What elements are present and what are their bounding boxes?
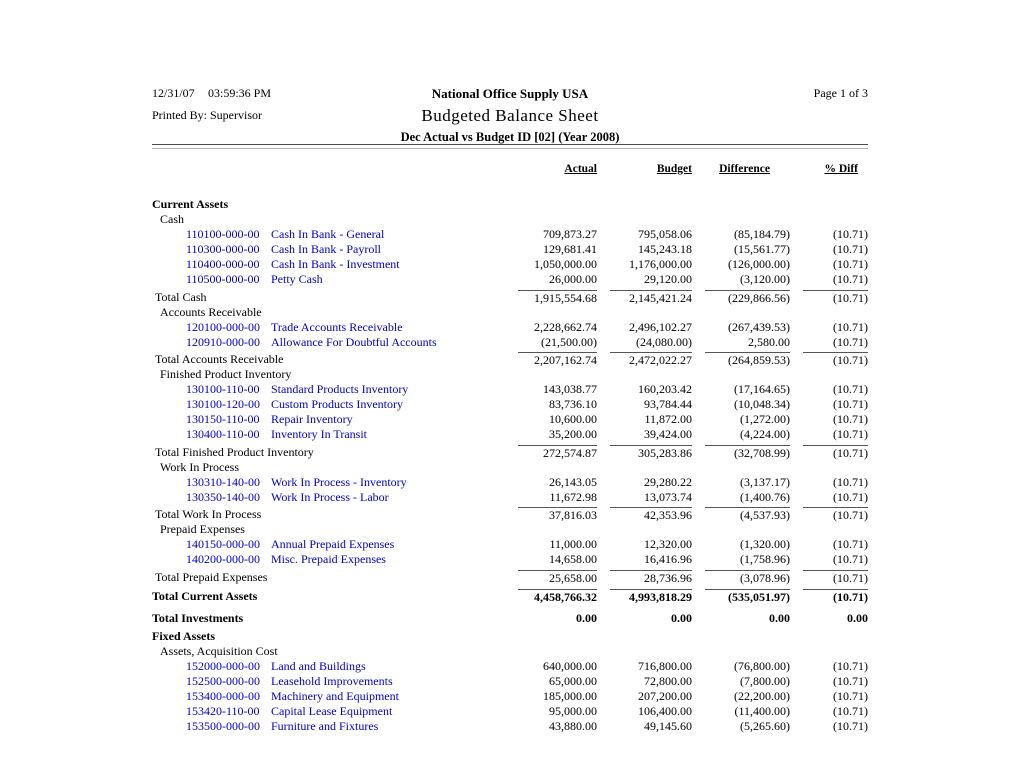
difference-value [692,305,790,320]
budget-value [597,197,692,212]
account-row [152,719,868,734]
account-number-link[interactable]: 120100-000-00 [186,319,260,334]
difference-value: (32,708.99) [705,445,790,461]
budget-value: (24,080.00) [636,334,692,349]
pct-diff-value: (10.71) [833,489,868,504]
account-name-link[interactable]: Land and Buildings [271,658,366,673]
account-label [152,674,505,689]
account-label [152,257,505,272]
budget-value: 39,424.00 [644,427,692,441]
account-name-link[interactable]: Allowance For Doubtful Accounts [271,334,437,349]
difference-value: (10,048.34) [734,397,790,411]
account-number-link[interactable]: 130350-140-00 [186,489,260,504]
actual-value [505,522,597,537]
total-label: Total Finished Product Inventory [155,444,314,459]
pct-diff-value: (10.71) [833,412,868,426]
sub-row [152,305,868,320]
account-name-link[interactable]: Trade Accounts Receivable [271,319,403,334]
difference-value: (22,200.00) [734,688,790,703]
grand-label: Total Investments [152,610,244,625]
budget-value: 145,243.18 [638,242,692,256]
actual-value: 0.00 [576,610,597,625]
header-divider [152,144,868,149]
report-date: 12/31/07 [152,86,195,100]
account-number-link[interactable]: 130100-110-00 [186,382,260,396]
column-header-actual: Actual [564,163,597,175]
report-title: Budgeted Balance Sheet [421,106,599,125]
budget-value: 1,176,000.00 [629,257,692,271]
actual-value: 95,000.00 [549,703,597,718]
actual-value: 35,200.00 [549,427,597,441]
account-number-link[interactable]: 130150-110-00 [186,412,260,426]
pct-diff-value: (10.71) [833,397,868,411]
total-label: Total Cash [155,289,207,304]
account-row [152,397,868,412]
column-header-difference: Difference [719,163,770,175]
difference-value: (126,000.00) [728,257,790,271]
pct-diff-value [790,522,868,537]
budget-value [597,644,692,659]
grand-row [152,611,868,626]
budget-value: 160,203.42 [638,382,692,396]
difference-value: (3,078.96) [705,570,790,586]
pct-diff-value: 0.00 [847,610,868,625]
budget-value [597,460,692,475]
difference-value [692,644,790,659]
report-rows [152,197,868,734]
difference-value: (1,320.00) [740,537,790,551]
actual-value: 185,000.00 [543,688,597,703]
account-number-link[interactable]: 130400-110-00 [186,427,260,441]
account-number-link[interactable]: 152500-000-00 [186,673,260,688]
difference-value: (229,866.56) [705,290,790,306]
actual-value: 10,600.00 [549,412,597,426]
actual-value: 65,000.00 [549,673,597,688]
budget-value: 28,736.96 [610,570,692,586]
pct-diff-value [790,629,868,644]
account-row [152,537,868,552]
pct-diff-value [790,212,868,227]
pct-diff-value: (10.71) [833,272,868,286]
account-label [152,412,505,427]
account-name-link[interactable]: Furniture and Fixtures [271,718,379,733]
actual-value: 143,038.77 [543,382,597,396]
printed-by: Printed By: Supervisor [152,108,262,122]
account-name-link[interactable]: Repair Inventory [271,412,353,426]
budget-value: 2,496,102.27 [629,319,692,334]
grand-label: Total Current Assets [152,588,258,603]
account-name-link[interactable]: Machinery and Equipment [271,688,399,703]
account-number-link[interactable]: 130100-120-00 [186,397,260,411]
budget-value: 207,200.00 [638,688,692,703]
sub-label: Accounts Receivable [160,304,262,319]
total-row [152,352,868,367]
pct-diff-value: (10.71) [833,688,868,703]
sub-label: Work In Process [160,459,240,474]
pct-diff-value: (10.71) [803,570,868,586]
pct-diff-value: (10.71) [833,537,868,551]
actual-value: 4,458,766.32 [518,589,597,605]
account-number-link[interactable]: 153500-000-00 [186,718,260,733]
actual-value: 1,050,000.00 [534,257,597,271]
pct-diff-value: (10.71) [833,319,868,334]
total-row [152,507,868,522]
pct-diff-value: (10.71) [833,257,868,271]
actual-value: 129,681.41 [543,242,597,256]
actual-value: (21,500.00) [541,334,597,349]
budget-value: 16,416.96 [644,552,692,566]
company-name: National Office Supply USA [431,86,589,101]
total-row [152,290,868,305]
difference-value: (264,859.53) [705,352,790,368]
report-time: 03:59:36 PM [208,86,272,100]
budget-value: 12,320.00 [644,537,692,551]
account-label [152,272,505,287]
budget-value [597,629,692,644]
account-number-link[interactable]: 153420-110-00 [186,703,260,718]
budget-value: 0.00 [671,610,692,625]
account-label [152,335,505,350]
actual-value: 11,000.00 [549,537,597,551]
budget-value: 42,353.96 [610,507,692,523]
report-header-line1 [152,86,868,106]
account-name-link[interactable]: Annual Prepaid Expenses [271,537,395,551]
account-name-link[interactable]: Work In Process - Labor [271,489,389,504]
account-row [152,335,868,350]
pct-diff-value [790,460,868,475]
budget-value [597,212,692,227]
total-label: Total Prepaid Expenses [155,569,268,584]
budget-value [597,305,692,320]
account-name-link[interactable]: Work In Process - Inventory [271,474,407,489]
actual-value: 272,574.87 [518,445,597,461]
difference-value: (5,265.60) [740,718,790,733]
actual-value [505,460,597,475]
section-label: Current Assets [152,197,229,211]
difference-value: (267,439.53) [728,319,790,334]
difference-value [692,367,790,382]
account-label [152,537,505,552]
actual-value: 83,736.10 [549,397,597,411]
account-number-link[interactable]: 153400-000-00 [186,688,260,703]
pct-diff-value [790,367,868,382]
sub-label: Finished Product Inventory [160,367,292,381]
account-name-link[interactable]: Custom Products Inventory [271,397,403,411]
account-label [152,552,505,567]
section-row [152,197,868,212]
pct-diff-value: (10.71) [833,552,868,566]
difference-value [692,629,790,644]
budget-value: 2,472,022.27 [610,352,692,368]
account-row [152,412,868,427]
account-row [152,272,868,287]
pct-diff-value: (10.71) [833,718,868,733]
difference-value: (76,800.00) [734,658,790,673]
budget-value: 2,145,421.24 [610,290,692,306]
difference-value [692,522,790,537]
account-row [152,490,868,505]
actual-value: 2,228,662.74 [534,319,597,334]
difference-value [692,460,790,475]
budget-value [597,522,692,537]
account-number-link[interactable]: 120910-000-00 [186,334,260,349]
pct-diff-value: (10.71) [833,242,868,256]
account-number-link[interactable]: 110300-000-00 [186,242,260,256]
budget-value: 13,073.74 [644,489,692,504]
total-label: Total Accounts Receivable [155,352,284,366]
sub-row [152,460,868,475]
sub-label: Assets, Acquisition Cost [160,643,278,658]
account-label [152,659,505,674]
total-row [152,445,868,460]
column-header-pct-diff: % Diff [824,163,858,175]
budget-value: 29,280.22 [644,474,692,489]
difference-value [692,212,790,227]
actual-value: 2,207,162.74 [518,352,597,368]
account-number-link[interactable]: 130310-140-00 [186,474,260,489]
difference-value: 0.00 [769,610,790,625]
budget-value: 716,800.00 [638,658,692,673]
actual-value: 640,000.00 [543,658,597,673]
difference-value: (1,272.00) [740,412,790,426]
account-row [152,552,868,567]
budget-value: 11,872.00 [644,412,692,426]
account-row [152,320,868,335]
account-row [152,427,868,442]
actual-value [505,212,597,227]
difference-value: (15,561.77) [734,242,790,256]
account-name-link[interactable]: Standard Products Inventory [271,382,409,396]
account-label [152,490,505,505]
actual-value: 25,658.00 [518,570,597,586]
budget-value: 305,283.86 [610,445,692,461]
pct-diff-value: (10.71) [803,507,868,523]
account-row [152,689,868,704]
account-label [152,397,505,412]
actual-value [505,305,597,320]
account-label [152,427,505,442]
account-name-link[interactable]: Misc. Prepaid Expenses [271,552,386,566]
account-row [152,227,868,242]
budget-value [597,367,692,382]
actual-value: 26,143.05 [549,474,597,489]
account-row [152,659,868,674]
account-name-link[interactable]: Petty Cash [271,272,323,286]
budget-value: 93,784.44 [644,397,692,411]
sub-label: Cash [160,212,184,226]
account-name-link[interactable]: Cash In Bank - General [271,227,385,241]
pct-diff-value: (10.71) [833,703,868,718]
column-header-budget: Budget [656,163,692,175]
account-row [152,674,868,689]
account-number-link[interactable]: 110100-000-00 [186,227,260,241]
sub-row [152,522,868,537]
account-label [152,242,505,257]
pct-diff-value: (10.71) [803,589,868,605]
account-number-link[interactable]: 152000-000-00 [186,658,260,673]
actual-value [505,197,597,212]
budget-value: 106,400.00 [638,703,692,718]
sub-label: Prepaid Expenses [160,522,245,536]
budget-value: 4,993,818.29 [610,589,692,605]
difference-value [692,197,790,212]
account-row [152,382,868,397]
account-row [152,242,868,257]
sub-row [152,367,868,382]
difference-value: (7,800.00) [740,673,790,688]
account-row [152,475,868,490]
difference-value: (17,164.65) [734,382,790,396]
account-name-link[interactable]: Leasehold Improvements [271,673,393,688]
column-header-spacer [152,163,505,176]
actual-value: 14,658.00 [549,552,597,566]
budget-value: 795,058.06 [638,227,692,241]
pct-diff-value: (10.71) [803,445,868,461]
pct-diff-value: (10.71) [833,227,868,241]
account-number-link[interactable]: 110500-000-00 [186,272,260,286]
account-name-link[interactable]: Inventory In Transit [271,427,367,441]
account-name-link[interactable]: Cash In Bank - Payroll [271,242,381,256]
total-row [152,570,868,585]
account-number-link[interactable]: 110400-000-00 [186,257,260,271]
pct-diff-value: (10.71) [833,334,868,349]
pct-diff-value: (10.71) [833,474,868,489]
balance-sheet-report [152,86,868,734]
budget-value: 49,145.60 [644,718,692,733]
account-label [152,382,505,397]
pct-diff-value: (10.71) [833,382,868,396]
section-label: Fixed Assets [152,628,215,643]
account-name-link[interactable]: Capital Lease Equipment [271,703,393,718]
difference-value: (1,400.76) [740,489,790,504]
report-subtitle: Dec Actual vs Budget ID [02] (Year 2008) [400,130,620,144]
section-row [152,629,868,644]
account-label [152,475,505,490]
actual-value [505,367,597,382]
difference-value: (3,120.00) [740,272,790,286]
actual-value: 26,000.00 [549,272,597,286]
difference-value: (535,051.97) [705,589,790,605]
account-row [152,704,868,719]
sub-row [152,644,868,659]
actual-value: 43,880.00 [549,718,597,733]
difference-value: (3,137.17) [740,474,790,489]
account-number-link[interactable]: 140150-000-00 [186,537,260,551]
pct-diff-value [790,305,868,320]
column-headers [152,163,868,176]
grand-row [152,589,868,604]
account-label [152,704,505,719]
actual-value: 1,915,554.68 [518,290,597,306]
actual-value [505,644,597,659]
pct-diff-value: (10.71) [833,673,868,688]
account-label [152,689,505,704]
budget-value: 29,120.00 [644,272,692,286]
sub-row [152,212,868,227]
actual-value: 11,672.98 [549,489,597,504]
account-name-link[interactable]: Cash In Bank - Investment [271,257,400,271]
page-indicator: Page 1 of 3 [813,86,868,100]
actual-value: 37,816.03 [518,507,597,523]
account-row [152,257,868,272]
difference-value: (4,224.00) [740,427,790,441]
account-number-link[interactable]: 140200-000-00 [186,552,260,566]
account-label [152,719,505,734]
difference-value: (4,537.93) [705,507,790,523]
pct-diff-value: (10.71) [803,290,868,306]
account-label [152,320,505,335]
pct-diff-value: (10.71) [803,352,868,368]
pct-diff-value [790,197,868,212]
pct-diff-value: (10.71) [833,427,868,441]
report-header-line2 [152,106,868,130]
budget-value: 72,800.00 [644,673,692,688]
difference-value: 2,580.00 [748,334,790,349]
difference-value: (85,184.79) [734,227,790,241]
difference-value: (1,758.96) [740,552,790,566]
pct-diff-value [790,644,868,659]
pct-diff-value: (10.71) [833,658,868,673]
actual-value: 709,873.27 [543,227,597,241]
difference-value: (11,400.00) [734,703,790,718]
actual-value [505,629,597,644]
account-label [152,227,505,242]
total-label: Total Work In Process [155,507,262,521]
